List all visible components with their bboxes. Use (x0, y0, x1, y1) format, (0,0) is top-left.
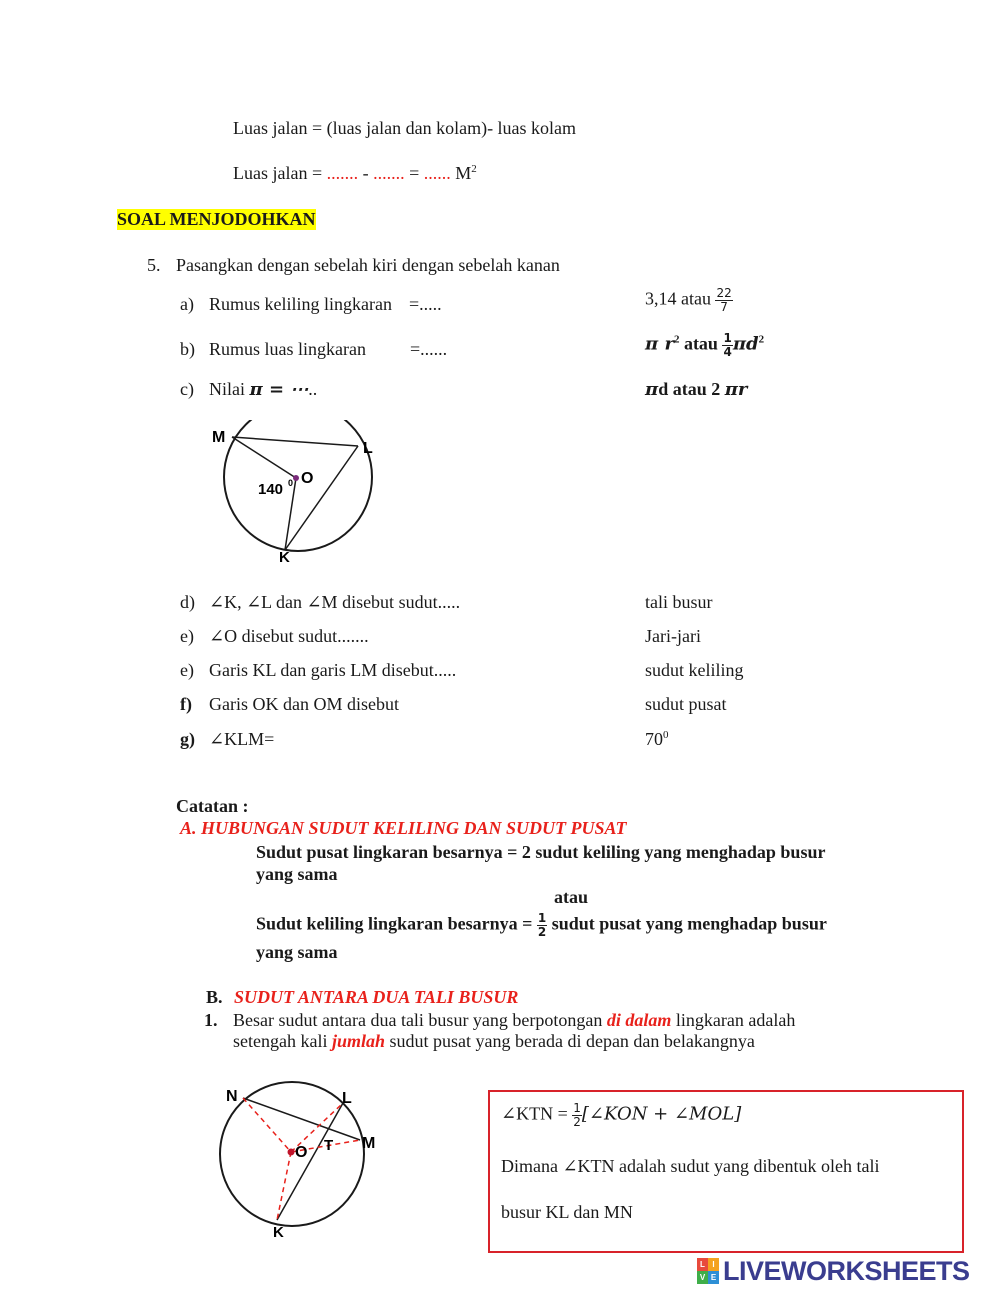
equals-sign: = (404, 163, 424, 183)
radius-om (232, 437, 296, 478)
formula-explanation-line2: busur KL dan MN (501, 1202, 633, 1222)
label-k: K (273, 1224, 284, 1241)
blank-3[interactable]: ...... (423, 163, 451, 183)
center-point (293, 475, 299, 481)
liveworksheets-logo[interactable] (697, 1256, 970, 1286)
pi-r-term: π r (645, 333, 674, 355)
blank-1[interactable]: ....... (326, 163, 359, 183)
road-area-formula: Luas jalan = (luas jalan dan kolam)- luas kolam (233, 118, 577, 138)
right-item-circumference-formula[interactable]: πd atau 2 πr (645, 379, 748, 400)
right-item-radius[interactable]: Jari-jari (645, 626, 701, 646)
blank-2[interactable]: ....... (373, 163, 405, 183)
label-o: O (301, 470, 314, 487)
unit-exponent: 2 (471, 163, 477, 175)
angle-degree: 0 (288, 478, 294, 488)
notes-a-line1: Sudut pusat lingkaran besarnya = 2 sudut keliling yang menghadap busur (256, 842, 826, 862)
question-number: 5. (147, 255, 161, 275)
notes-section-b-letter: B. (206, 987, 223, 1007)
label-t: T (324, 1137, 334, 1154)
right-item-inscribed-angle[interactable]: sudut keliling (645, 660, 744, 680)
item-suffix: .. (308, 379, 318, 399)
unit: M (450, 163, 472, 183)
center-point (288, 1149, 295, 1156)
fraction-1-4: $\frac{1}{4}$ (723, 331, 732, 359)
left-item-e2[interactable]: e) Garis KL dan garis LM disebut..... (180, 660, 457, 680)
notes-b1-number: 1. (204, 1010, 218, 1030)
notes-heading: Catatan : (176, 796, 249, 816)
angle-label: 140 (258, 481, 284, 498)
label-o: O (295, 1144, 308, 1161)
item-text: Nilai (209, 379, 250, 399)
label-m: M (362, 1135, 376, 1152)
label-l: L (363, 440, 373, 457)
right-item-pi-value[interactable] (645, 287, 733, 314)
formula-explanation-line1: Dimana ∠KTN adalah sudut yang dibentuk oleh tali (501, 1156, 880, 1176)
chord-lk (285, 446, 358, 550)
road-area-label: Luas jalan = (233, 163, 327, 183)
left-item-c[interactable] (180, 379, 318, 400)
item-suffix: =...... (410, 339, 448, 359)
item-letter: b) (180, 339, 195, 359)
question-text: Pasangkan dengan sebelah kiri dengan sebelah kanan (176, 255, 560, 275)
left-item-b[interactable] (180, 339, 448, 360)
road-area-answer-line (233, 163, 477, 184)
notes-section-a-title: A. HUBUNGAN SUDUT KELILING DAN SUDUT PUSAT (180, 818, 627, 838)
notes-a-line4: yang sama (256, 942, 338, 962)
fraction-1-2: $\frac{1}{2}$ (573, 1101, 581, 1129)
pi-expression: π = ⋯ (249, 379, 309, 400)
formula-ktn: ∠KTN = $\frac{1}{2}$ [∠KON + ∠MOL] (501, 1101, 742, 1129)
item-letter: a) (180, 294, 194, 314)
left-item-e1[interactable]: e) ∠O disebut sudut....... (180, 626, 369, 646)
circle-diagram-klm (200, 420, 390, 575)
right-item-70-degrees[interactable]: $70^0$ (645, 729, 669, 749)
notes-a-line3: Sudut keliling lingkaran besarnya = $\frac{1}{2}$ sudut pusat yang menghadap busur (256, 911, 827, 939)
label-k: K (279, 549, 290, 566)
left-item-f[interactable]: f) Garis OK dan OM disebut (180, 694, 399, 714)
chord-ml (232, 437, 358, 446)
item-text: Rumus keliling lingkaran (209, 294, 392, 314)
notes-b1-line1: Besar sudut antara dua tali busur yang berpotongan di dalam lingkaran adalah (233, 1010, 796, 1030)
notes-section-b-title: SUDUT ANTARA DUA TALI BUSUR (234, 987, 519, 1007)
logo-text: LIVEWORKSHEETS (723, 1255, 970, 1286)
notes-b1-line2: setengah kali jumlah sudut pusat yang berada di depan dan belakangnya (233, 1031, 755, 1051)
label-n: N (226, 1088, 238, 1105)
radius-ok (277, 1152, 291, 1220)
item-text: Rumus luas lingkaran (209, 339, 366, 359)
right-item-central-angle[interactable]: sudut pusat (645, 694, 727, 714)
formula-box (488, 1090, 964, 1253)
minus-sign: - (358, 163, 374, 183)
right-item-area-formula[interactable]: π $r^2$ atau $\frac{1}{4}$ $\pi d^2$ (645, 331, 765, 359)
notes-a-or: atau (554, 887, 589, 907)
circle-diagram-chords (205, 1078, 395, 1246)
chord-lk (277, 1103, 343, 1220)
answer-text: 3,14 atau (645, 288, 716, 309)
notes-a-line2: yang sama (256, 864, 338, 884)
section-title: SOAL MENJODOHKAN (117, 209, 316, 229)
item-suffix: =..... (409, 294, 442, 314)
fraction-22-7: $\frac{22}{7}$ (716, 286, 732, 314)
item-letter: c) (180, 379, 194, 399)
radius-ok (285, 478, 296, 550)
left-item-a[interactable] (180, 294, 442, 315)
left-item-g[interactable]: g) ∠KLM= (180, 729, 275, 749)
label-l: L (342, 1090, 352, 1107)
fraction-1-2: $\frac{1}{2}$ (537, 911, 547, 939)
label-m: M (212, 429, 226, 446)
liveworksheets-icon: L I V E (697, 1258, 719, 1284)
left-item-d[interactable]: d) ∠K, ∠L dan ∠M disebut sudut..... (180, 592, 461, 612)
right-item-chord[interactable]: tali busur (645, 592, 713, 612)
